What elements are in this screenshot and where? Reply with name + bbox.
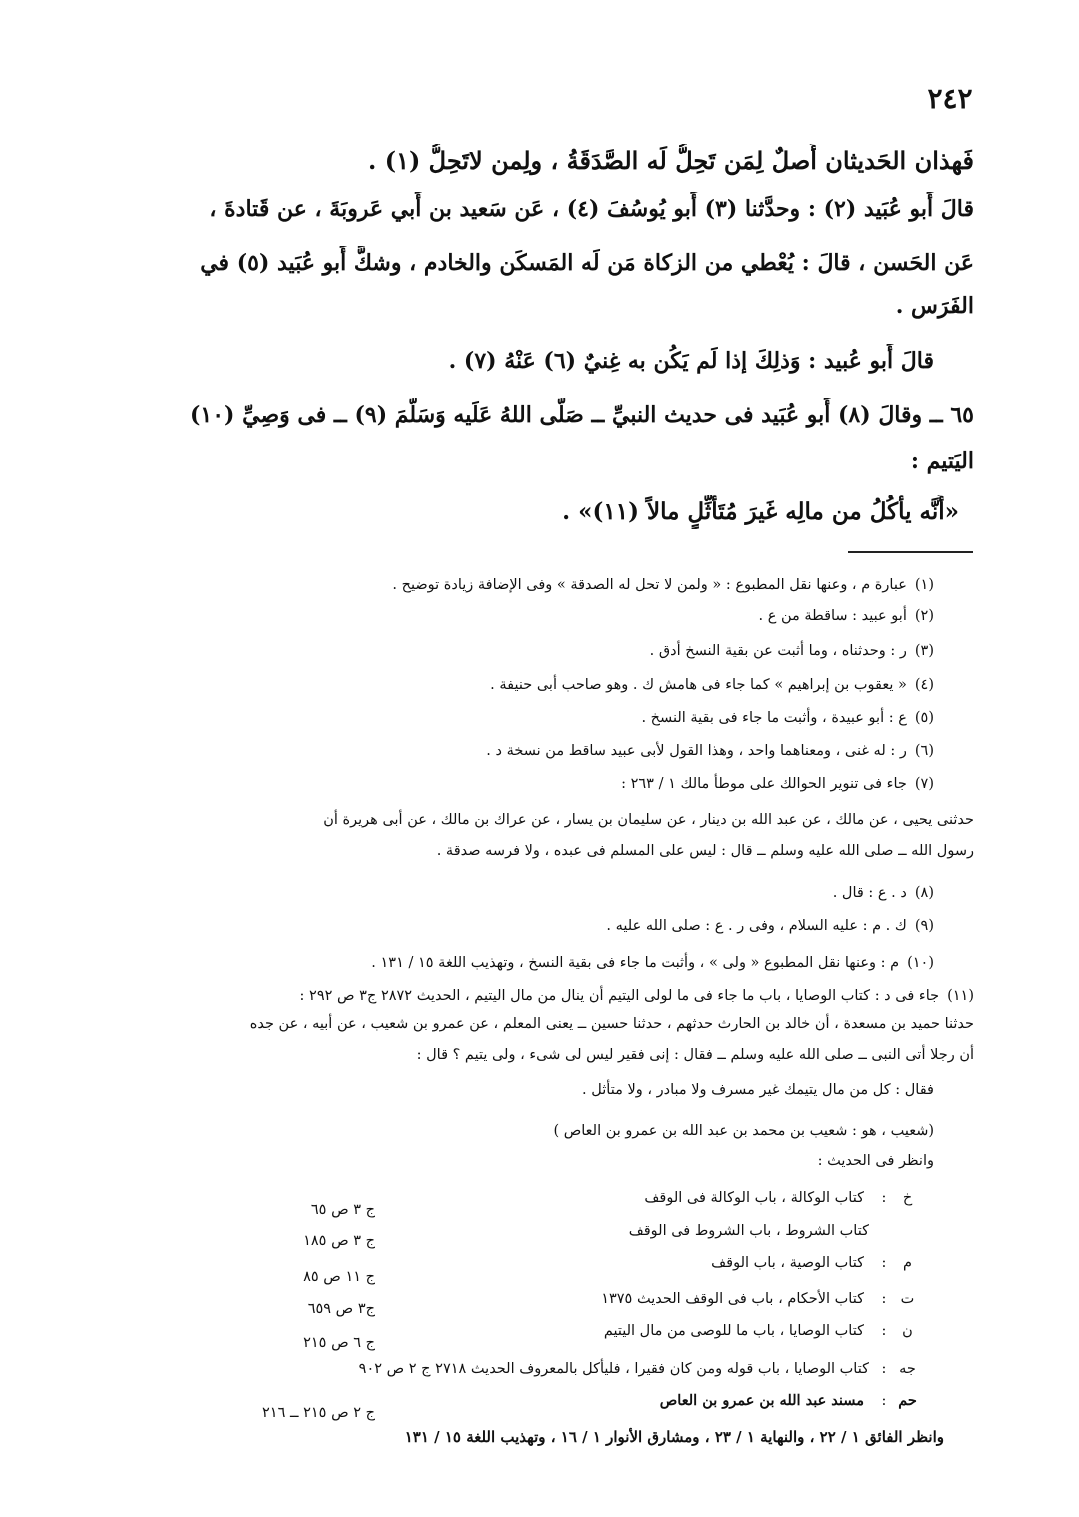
main-text-line: قالَ أَبو عُبَيد (٢) : وحدَّثنا (٣) أَبو يُوسُفَ (٤) ، عَن سَعيد بن أَبي عَروبَةَ ، عن قَتادةَ ، bbox=[209, 196, 974, 222]
final-reference-text: وانظر الفائق ١ / ٢٢ ، والنهاية ١ / ٢٣ ، ومشارق الأنوار ١ / ١٦ ، وتهذيب اللغة ١٥ / ١٣١ bbox=[404, 1428, 944, 1446]
footnote-text: رسول الله ــ صلى الله عليه وسلم ــ قال : ليس على المسلم فى عبده ، ولا فرسه صدقة . bbox=[436, 843, 974, 859]
reference-row bbox=[0, 1318, 1079, 1351]
footnote-number: (٣) bbox=[914, 643, 934, 659]
footnote-continuation bbox=[104, 1042, 974, 1068]
main-text-line: قالَ أَبو عُبيد : وَذلِكَ إذا لَم يَكُن به غِنيٌ (٦) عَنْهُ (٧) . bbox=[448, 348, 934, 374]
footnote bbox=[134, 738, 934, 764]
footnote bbox=[134, 603, 934, 629]
reference-row bbox=[0, 1218, 1079, 1249]
footnote-text: حدثنى يحيى ، عن مالك ، عن عبد الله بن دينار ، عن سليمان بن يسار ، عن عراك بن مالك ، عن أبى هريرة أن bbox=[323, 812, 974, 828]
reference-title: كتاب الوصايا ، باب ما للوصى من مال اليتيم bbox=[603, 1323, 864, 1339]
footnote-text: ر : وحدثناه ، وما أثبت عن بقية النسخ أدق . bbox=[649, 643, 907, 659]
reference-title: كتاب الأحكام ، باب فى الوقف الحديث ١٣٧٥ bbox=[601, 1291, 864, 1307]
footnote bbox=[134, 638, 934, 664]
reference-title: كتاب الوكالة ، باب الوكالة فى الوقف bbox=[644, 1190, 864, 1206]
footnote-text: أن رجلا أتى النبى ــ صلى الله عليه وسلم ــ فقال : إنى فقير ليس لى شىء ، ولى يتيم ؟ قال : bbox=[416, 1047, 974, 1063]
reference-location: ج ٣ ص ٦٥ bbox=[310, 1202, 375, 1218]
footnote bbox=[134, 880, 934, 906]
footnote bbox=[134, 572, 934, 598]
footnote-number: (٩) bbox=[914, 918, 934, 934]
reference-key: م bbox=[903, 1255, 912, 1271]
main-text-line: الفَرَس . bbox=[895, 293, 974, 319]
footnote bbox=[134, 950, 934, 976]
reference-key: حم bbox=[898, 1392, 917, 1409]
footnote-text: م : وعنها نقل المطبوع « ولى » ، وأثبت ما جاء فى بقية النسخ ، وتهذيب اللغة ١٥ / ١٣١ . bbox=[371, 955, 900, 971]
footnote bbox=[134, 913, 934, 939]
footnote-text: عبارة م ، وعنها نقل المطبوع : « ولمن لا تحل له الصدقة » وفى الإضافة زيادة توضيح . bbox=[392, 577, 907, 593]
footnote-number: (٨) bbox=[914, 885, 934, 901]
reference-row bbox=[0, 1286, 1079, 1317]
footnote-number: (٥) bbox=[914, 710, 934, 726]
reference-location: ج ٦ ص ٢١٥ bbox=[303, 1335, 375, 1351]
footnote-text: جاء فى تنوير الحوالك على موطأ مالك ١ / ٢٦٣ : bbox=[621, 776, 907, 792]
footnote-text: جاء فى د : كتاب الوصايا ، باب ما جاء فى ما لولى اليتيم أن ينال من مال اليتيم ، الحديث ٢٨٧٢ ج٣ ص ٢٩٢ : bbox=[299, 988, 940, 1004]
reference-colon: : bbox=[881, 1255, 887, 1271]
footnote-text: ك . م : عليه السلام ، وفى ر . ع : صلى الله عليه . bbox=[606, 918, 907, 934]
footnote-continuation bbox=[114, 838, 974, 864]
reference-colon: : bbox=[881, 1361, 887, 1377]
reference-key: ت bbox=[900, 1291, 915, 1307]
reference-colon: : bbox=[881, 1323, 887, 1339]
footnote-text: فقال : كل من مال يتيمك غير مسرف ولا مبادر ، ولا متأثل . bbox=[582, 1082, 934, 1098]
main-text-line: عَن الحَسن ، قالَ : يُعْطي من الزكاة مَن لَه المَسكَن والخادم ، وشكَّ أَبو عُبَيد (٥) في bbox=[200, 250, 974, 276]
reference-colon: : bbox=[881, 1190, 887, 1206]
footnote-number: (١١) bbox=[947, 988, 974, 1004]
reference-title: كتاب الشروط ، باب الشروط فى الوقف bbox=[628, 1223, 869, 1239]
reference-key bbox=[895, 1218, 920, 1244]
footnote-text: حدثنا حميد بن مسعدة ، أن خالد بن الحارث حدثهم ، حدثنا حسين ــ يعنى المعلم ، عن عمرو بن شعيب ، عن أبيه ، عن جده bbox=[249, 1016, 974, 1032]
footnote-text: د . ع : قال . bbox=[832, 885, 907, 901]
main-text-line: ٦٥ ــ وقالَ (٨) أَبو عُبَيد فى حديث النبيِّ ــ صَلَّى اللهُ عَلَيه وَسَلَّمَ (٩) ــ فى وَصِيِّ (١٠) bbox=[189, 402, 974, 428]
footnote-text: وانظر فى الحديث : bbox=[817, 1153, 934, 1169]
footnote-separator bbox=[848, 551, 973, 553]
footnote-continuation bbox=[134, 1148, 934, 1174]
reference-row bbox=[0, 1250, 1079, 1285]
reference-row bbox=[0, 1356, 1079, 1384]
page-number: ٢٤٢ bbox=[927, 82, 973, 115]
footnote bbox=[114, 983, 974, 1009]
reference-colon: : bbox=[881, 1291, 887, 1307]
footnote bbox=[134, 705, 934, 731]
footnote-number: (١٠) bbox=[907, 955, 934, 971]
main-text-line: «أَنَّه يأكُلُ من مالِه غَيرَ مُتَأَثِّلٍ مالاً (١١)» . bbox=[562, 498, 959, 525]
reference-location: ج٣ ص ٦٥٩ bbox=[307, 1301, 375, 1317]
footnote-number: (٤) bbox=[914, 677, 934, 693]
footnote-continuation bbox=[134, 1077, 934, 1103]
final-reference-line bbox=[114, 1424, 944, 1450]
reference-key: جه bbox=[899, 1361, 916, 1377]
footnote-continuation bbox=[134, 1118, 934, 1144]
footnote-continuation bbox=[104, 1011, 974, 1037]
footnote bbox=[134, 771, 934, 797]
footnote-continuation bbox=[114, 807, 974, 833]
main-text-line: اليَتيم : bbox=[910, 448, 974, 474]
footnote-text: (شعيب ، هو : شعيب بن محمد بن عبد الله بن عمرو بن العاص ) bbox=[553, 1123, 934, 1139]
reference-location: ج ٢ ص ٢١٥ ــ ٢١٦ bbox=[262, 1405, 375, 1421]
footnote-number: (٧) bbox=[914, 776, 934, 792]
reference-key: خ bbox=[902, 1190, 913, 1206]
footnote-number: (٦) bbox=[914, 743, 934, 759]
footnote-number: (١) bbox=[914, 577, 934, 593]
footnote-text: ع : أبو عبيدة ، وأثبت ما جاء فى بقية النسخ . bbox=[641, 710, 907, 726]
reference-title: مسند عبد الله بن عمرو بن العاص bbox=[659, 1392, 864, 1409]
main-text-line: فَهذان الحَديثان أَصلٌ لِمَن تَحِلُّ لَه الصَّدَقَةُ ، ولِمن لاتَحِلُّ (١) . bbox=[368, 146, 974, 175]
reference-location: ج ١١ ص ٨٥ bbox=[303, 1269, 375, 1285]
footnote-text: أبو عبيد : ساقطة من ع . bbox=[758, 608, 907, 624]
reference-title: كتاب الوصية ، باب الوقف bbox=[711, 1255, 864, 1271]
reference-title: كتاب الوصايا ، باب قوله ومن كان فقيرا ، فليأكل بالمعروف الحديث ٢٧١٨ ج ٢ ص ٩٠٢ bbox=[358, 1361, 869, 1377]
reference-row bbox=[0, 1388, 1079, 1421]
reference-colon: : bbox=[881, 1393, 887, 1409]
reference-location: ج ٣ ص ١٨٥ bbox=[303, 1233, 375, 1249]
reference-row bbox=[0, 1185, 1079, 1218]
reference-key: ن bbox=[902, 1323, 913, 1339]
footnote bbox=[134, 672, 934, 698]
footnote-number: (٢) bbox=[914, 608, 934, 624]
footnote-text: « يعقوب بن إبراهيم » كما جاء فى هامش ك . وهو صاحب أبى حنيفة . bbox=[490, 677, 907, 693]
footnote-text: ر : له غنى ، ومعناهما واحد ، وهذا القول لأبى عبيد ساقط من نسخة د . bbox=[486, 743, 907, 759]
